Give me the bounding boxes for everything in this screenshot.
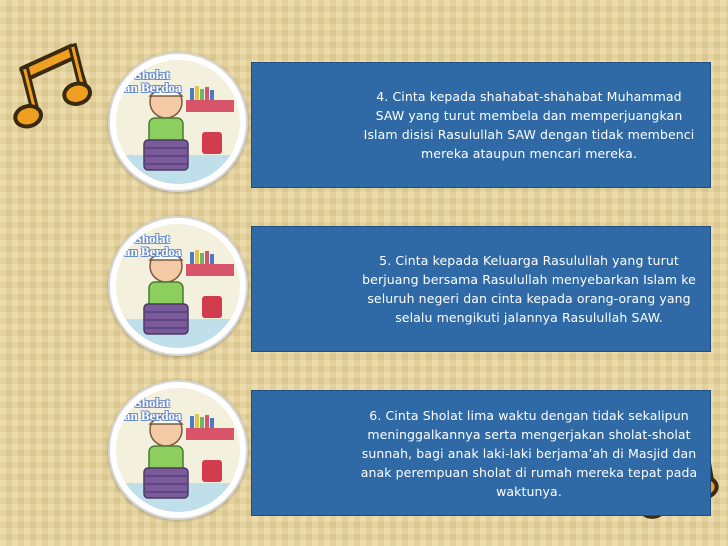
item-text: 6. Cinta Sholat lima waktu dengan tidak sekalipun meninggalkannya serta mengerjakan sholat-sholat sunnah, bagi anak laki-laki berjama’ah di Masjid dan anak perempuan sholat di rumah mereka tepat pada waktunya.: [360, 407, 698, 499]
cover-title-line: an Berdoa: [124, 408, 182, 423]
item-text: 5. Cinta kepada Keluarga Rasulullah yang turut berjuang bersama Rasulullah menyebarkan Islam ke seluruh negeri dan cinta kepada orang-orang yang selalu mengikuti jalannya Rasulullah SAW.: [362, 253, 696, 325]
text-box: [251, 390, 711, 516]
boy-praying-illustration: [116, 224, 240, 348]
music-note-icon: [4, 38, 96, 130]
illustration-circle: [108, 216, 248, 356]
illustration-circle: [108, 380, 248, 520]
cover-title-line: d Sholat: [124, 395, 170, 410]
list-item: [108, 216, 696, 360]
list-item: [108, 52, 695, 196]
cover-title: [124, 232, 194, 258]
boy-praying-illustration: [116, 60, 240, 184]
boy-praying-illustration: [116, 388, 240, 512]
cover-title-line: an Berdoa: [124, 244, 182, 259]
text-box: [251, 226, 711, 352]
cover-title-line: d Sholat: [124, 231, 170, 246]
cover-title: [124, 396, 194, 422]
cover-title-line: an Berdoa: [124, 80, 182, 95]
text-box: [251, 62, 711, 188]
cover-title: [124, 68, 194, 94]
list-item: [108, 380, 698, 524]
item-text: 4. Cinta kepada shahabat-shahabat Muhammad SAW yang turut membela dan memperjuangkan Islam disisi Rasulullah SAW dengan tidak membenci mereka ataupun mencari mereka.: [363, 89, 695, 161]
cover-title-line: d Sholat: [124, 67, 170, 82]
illustration-circle: [108, 52, 248, 192]
